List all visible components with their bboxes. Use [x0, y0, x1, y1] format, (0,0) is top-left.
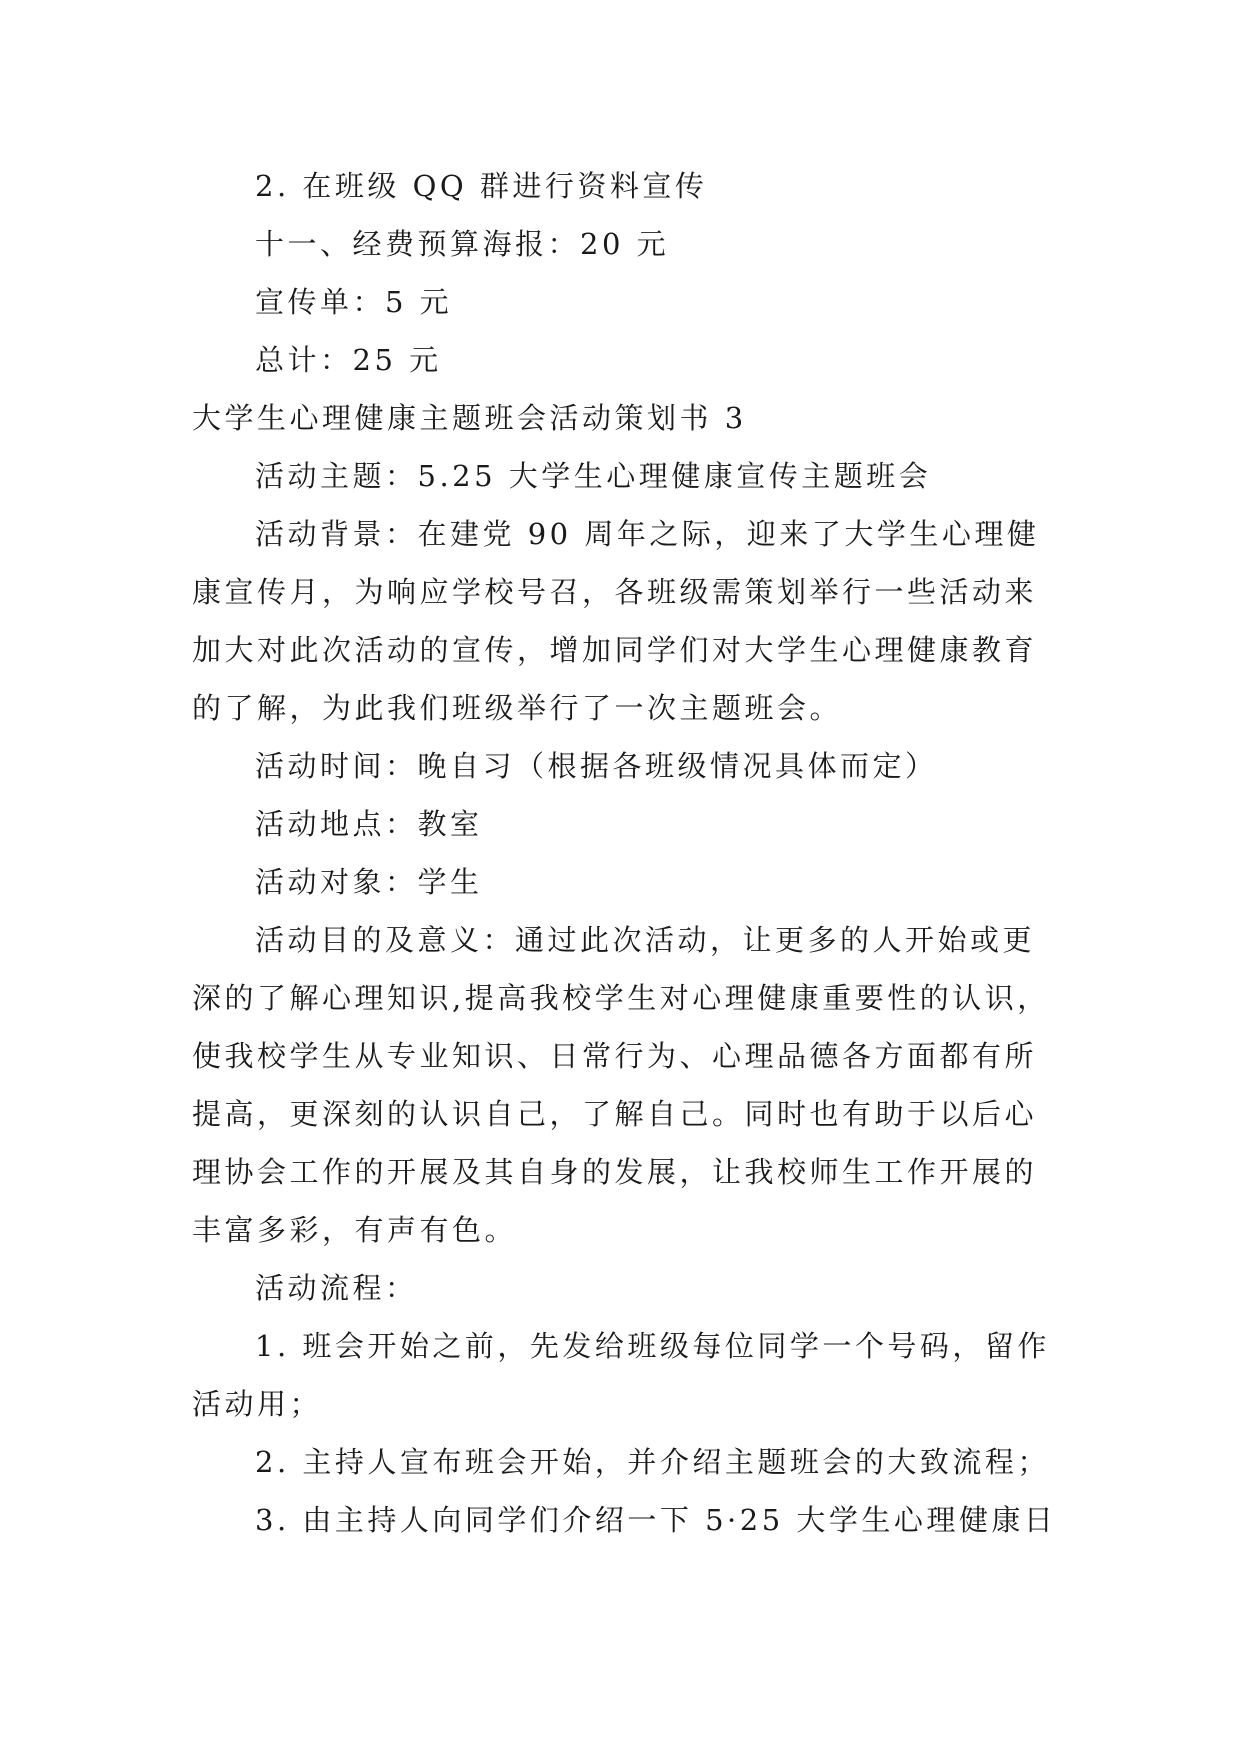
- text-line: 提高，更深刻的认识自己，了解自己。同时也有助于以后心: [192, 1097, 1038, 1131]
- text-line: 活动目的及意义：通过此次活动，让更多的人开始或更: [255, 923, 1036, 957]
- text-line: 活动地点：教室: [255, 807, 483, 841]
- text-line: 理协会工作的开展及其自身的发展，让我校师生工作开展的: [192, 1155, 1038, 1189]
- text-line: 康宣传月，为响应学校号召，各班级需策划举行一些活动来: [192, 575, 1038, 609]
- text-line: 1. 班会开始之前，先发给班级每位同学一个号码，留作: [255, 1329, 1050, 1363]
- text-line: 活动用；: [192, 1387, 323, 1421]
- text-line: 活动流程：: [255, 1271, 418, 1305]
- text-line: 宣传单：5 元: [255, 285, 453, 319]
- text-line: 活动主题：5.25 大学生心理健康宣传主题班会: [255, 459, 932, 493]
- text-line: 加大对此次活动的宣传，增加同学们对大学生心理健康教育: [192, 633, 1038, 667]
- text-line: 活动背景：在建党 90 周年之际，迎来了大学生心理健: [255, 517, 1040, 551]
- text-line: 活动时间：晚自习（根据各班级情况具体而定）: [255, 749, 938, 783]
- text-line: 十一、经费预算海报：20 元: [255, 227, 670, 261]
- text-line: 活动对象：学生: [255, 865, 483, 899]
- section-heading: 大学生心理健康主题班会活动策划书 3: [192, 401, 747, 435]
- text-line: 2. 在班级 QQ 群进行资料宣传: [255, 169, 708, 203]
- text-line: 的了解，为此我们班级举行了一次主题班会。: [192, 691, 843, 725]
- text-line: 3. 由主持人向同学们介绍一下 5·25 大学生心理健康日: [255, 1503, 1057, 1537]
- text-line: 使我校学生从专业知识、日常行为、心理品德各方面都有所: [192, 1039, 1038, 1073]
- text-line: 丰富多彩，有声有色。: [192, 1213, 518, 1247]
- text-line: 深的了解心理知识,提高我校学生对心理健康重要性的认识，: [192, 981, 1050, 1015]
- text-line: 总计：25 元: [255, 343, 442, 377]
- text-line: 2. 主持人宣布班会开始，并介绍主题班会的大致流程；: [255, 1445, 1050, 1479]
